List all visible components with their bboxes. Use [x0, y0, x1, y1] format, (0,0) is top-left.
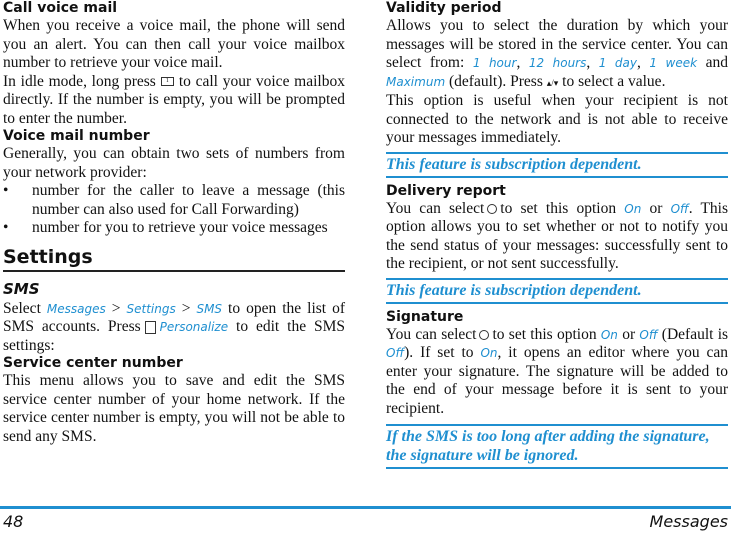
- nav-up-down-icon: ▴/▾: [546, 77, 559, 88]
- option-on: On: [600, 327, 618, 342]
- delivery-heading: Delivery report: [386, 182, 506, 199]
- option-off: Off: [386, 346, 405, 360]
- section-title: Messages: [649, 512, 728, 531]
- softkey-icon: [145, 321, 156, 334]
- vmnumber-heading: Voice mail number: [3, 128, 150, 144]
- service-center-heading: Service center number: [3, 355, 183, 371]
- ok-key-icon: [487, 204, 497, 214]
- note-signature: If the SMS is too long after adding the signature, the signature will be ignored.: [386, 424, 728, 469]
- menu-personalize: Personalize: [159, 320, 229, 334]
- signature-heading: Signature: [386, 308, 464, 325]
- menu-messages: Messages: [46, 301, 106, 316]
- list-item: • number for you to retrieve your voice messages: [3, 219, 328, 236]
- option-on: On: [624, 201, 642, 216]
- settings-heading: Settings: [3, 244, 345, 272]
- voicemail-paragraph: When you receive a voice mail, the phone will send you an alert. You can then call your voice mailbox number to retrieve your voice mail.: [3, 17, 345, 71]
- ok-key-icon: [479, 330, 489, 340]
- sms-heading: SMS: [3, 279, 40, 298]
- delivery-paragraph: You can select to set this option On or Off. This option allows you to set whether or not to notify you the send status of your messages: successfully sent to the recipient, or not sent successfully.: [386, 199, 729, 272]
- option-off: Off: [670, 201, 689, 216]
- validity-heading: Validity period: [386, 0, 502, 16]
- list-item: • number for the caller to leave a message (this number can also used for Call Forwarding): [3, 182, 345, 218]
- right-column: [386, 0, 728, 469]
- option-12-hours: 12 hours: [528, 56, 587, 70]
- note-subscription-1: This feature is subscription dependent.: [386, 152, 728, 178]
- left-column: [3, 0, 345, 446]
- option-1-week: 1 week: [649, 56, 698, 70]
- option-off: Off: [639, 327, 658, 342]
- option-1-day: 1 day: [598, 56, 637, 70]
- page-footer: [0, 506, 731, 533]
- sms-paragraph: Select Messages > Settings > SMS to open the list of SMS accounts. Press Personalize to edit the SMS settings:: [3, 299, 346, 354]
- page-number: 48: [3, 512, 24, 531]
- voicemail-heading: Call voice mail: [3, 0, 118, 16]
- vmnumber-list: [3, 182, 345, 238]
- option-maximum: Maximum: [386, 74, 446, 89]
- voicemail-shortcut-paragraph: In idle mode, long press 1 to call your voice mailbox directly. If the number is empty, you will be prompted to enter the number.: [3, 72, 345, 127]
- vmnumber-paragraph: Generally, you can obtain two sets of numbers from your network provider:: [3, 145, 345, 181]
- note-subscription-2: This feature is subscription dependent.: [386, 278, 728, 304]
- menu-settings: Settings: [126, 301, 176, 316]
- option-1-hour: 1 hour: [472, 56, 517, 70]
- option-on: On: [480, 346, 498, 360]
- validity-paragraph: Allows you to select the duration by which your messages will be stored in the service center. You can select from: 1 hour, 12 hours, 1 day, 1 week and Maximum (default). Press ▴/▾ to select a value.: [386, 17, 728, 90]
- signature-paragraph: You can select to set this option On or Off (Default is Off). If set to On, it opens an editor where you can enter your signature. The signature will be added to the end of your message before it is sent to your recipient.: [386, 325, 729, 417]
- key-1-icon: 1: [161, 77, 174, 86]
- service-center-paragraph: This menu allows you to save and edit the SMS service center number of your home network. If the service center number is empty, you will not be able to send any SMS.: [3, 372, 345, 445]
- validity-paragraph-2: This option is useful when your recipient is not connected to the network and is not able to receive your messages immediately.: [386, 92, 728, 146]
- menu-sms: SMS: [196, 301, 223, 316]
